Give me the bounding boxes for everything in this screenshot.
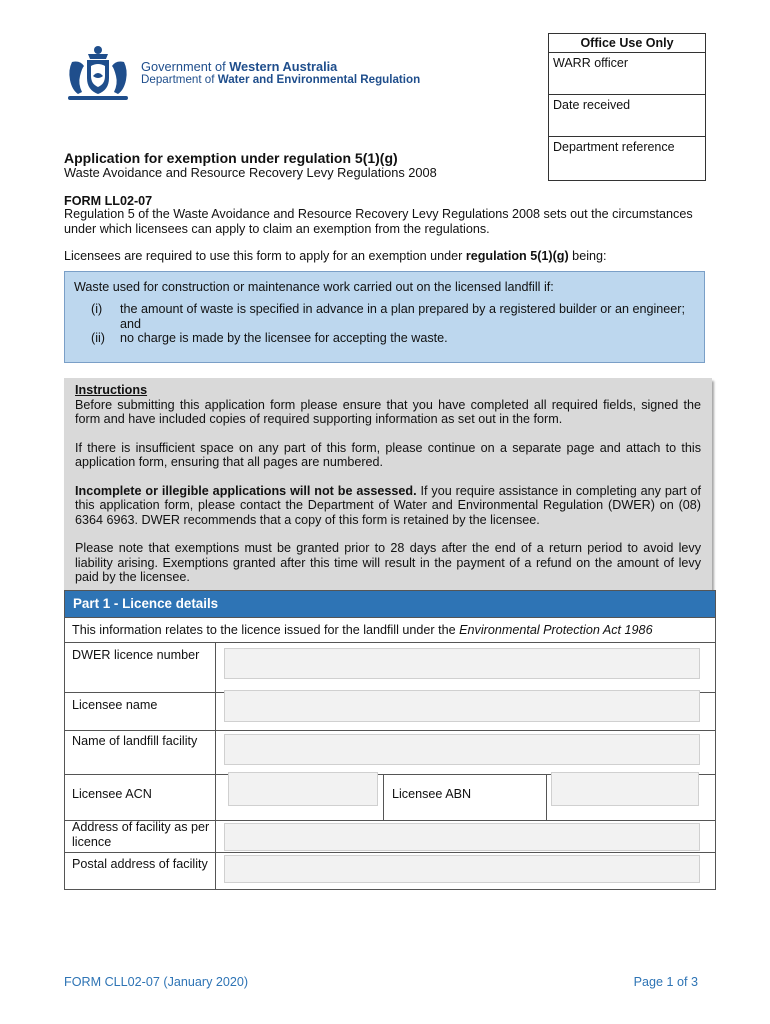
form-title: Application for exemption under regulation 5(1)(g) <box>64 150 398 166</box>
date-received-field: Date received <box>549 95 705 137</box>
licence-number-input[interactable] <box>224 648 700 679</box>
facility-name-row <box>65 730 715 774</box>
abn-input[interactable] <box>551 772 699 806</box>
wa-coat-of-arms-logo <box>62 44 134 104</box>
licensee-name-input[interactable] <box>224 690 700 722</box>
abn-label: Licensee ABN <box>392 787 472 801</box>
facility-name-input[interactable] <box>224 734 700 765</box>
postal-address-label: Postal address of facility <box>72 857 208 871</box>
form-number: FORM LL02-07 <box>64 194 153 208</box>
department-name: Department of Water and Environmental Regulation <box>141 73 421 86</box>
part1-licence-details-table <box>64 590 716 890</box>
facility-address-input[interactable] <box>224 823 700 851</box>
criteria-item: (i) the amount of waste is specified in advance in a plan prepared by a registered builder or an engineer; and <box>91 302 685 331</box>
footer-form-reference: FORM CLL02-07 (January 2020) <box>64 975 249 989</box>
intro-paragraph: Regulation 5 of the Waste Avoidance and Resource Recovery Levy Regulations 2008 sets out the circumstances under which licensees can apply to claim an exemption from the regulations. <box>64 207 693 236</box>
instructions-paragraph: Before submitting this application form please ensure that you have completed all required fields, signed the form and have included copies of required supporting information as set out in the form. <box>75 397 701 426</box>
part1-note-row <box>65 617 715 642</box>
instructions-paragraph: If there is insufficient space on any part of this form, please continue on a separate page and attach to this application form, ensuring that all pages are numbered. <box>75 440 701 469</box>
office-use-box <box>548 33 706 181</box>
form-subtitle: Waste Avoidance and Resource Recovery Levy Regulations 2008 <box>64 165 437 180</box>
requirement-paragraph: Licensees are required to use this form to apply for an exemption under regulation 5(1)(g) being: <box>64 249 607 263</box>
instructions-paragraph: Incomplete or illegible applications will not be assessed. If you require assistance in completing any part of this application form, please contact the Department of Water and Environmental Regulation (DWER) on (08) 6364 6963. DWER recommends that a copy of this form is retained by the licensee. <box>75 483 701 527</box>
licence-number-row <box>65 642 715 692</box>
government-name: Government of Western Australia <box>141 59 338 74</box>
part1-note: This information relates to the licence issued for the landfill under the Environmental Protection Act 1986 <box>72 623 653 637</box>
licensee-name-label: Licensee name <box>72 698 158 712</box>
facility-address-row <box>65 820 715 852</box>
licensee-name-row <box>65 692 715 730</box>
footer-page-number: Page 1 of 3 <box>633 975 698 989</box>
postal-address-row <box>65 852 715 890</box>
instructions-box <box>64 378 712 590</box>
department-reference-field: Department reference <box>553 140 675 154</box>
office-use-title: Office Use Only <box>549 34 705 53</box>
facility-name-label: Name of landfill facility <box>72 734 198 748</box>
exemption-criteria-box <box>64 271 705 363</box>
acn-input[interactable] <box>228 772 378 806</box>
warr-officer-field: WARR officer <box>549 53 705 95</box>
facility-address-label: Address of facility as per licence <box>72 820 210 849</box>
licence-number-label: DWER licence number <box>72 648 200 662</box>
part1-heading: Part 1 - Licence details <box>65 591 715 617</box>
criteria-item: (ii) no charge is made by the licensee for accepting the waste. <box>91 331 448 345</box>
criteria-lead: Waste used for construction or maintenance work carried out on the licensed landfill if: <box>74 280 554 294</box>
postal-address-input[interactable] <box>224 855 700 883</box>
instructions-paragraph: Please note that exemptions must be granted prior to 28 days after the end of a return period to avoid levy liability arising. Exemptions granted after this time will result in the payment of a refund on the amount of levy paid by the licensee. <box>75 541 701 584</box>
instructions-heading: Instructions <box>75 383 148 397</box>
acn-label: Licensee ACN <box>72 787 152 801</box>
acn-abn-row <box>65 774 715 820</box>
